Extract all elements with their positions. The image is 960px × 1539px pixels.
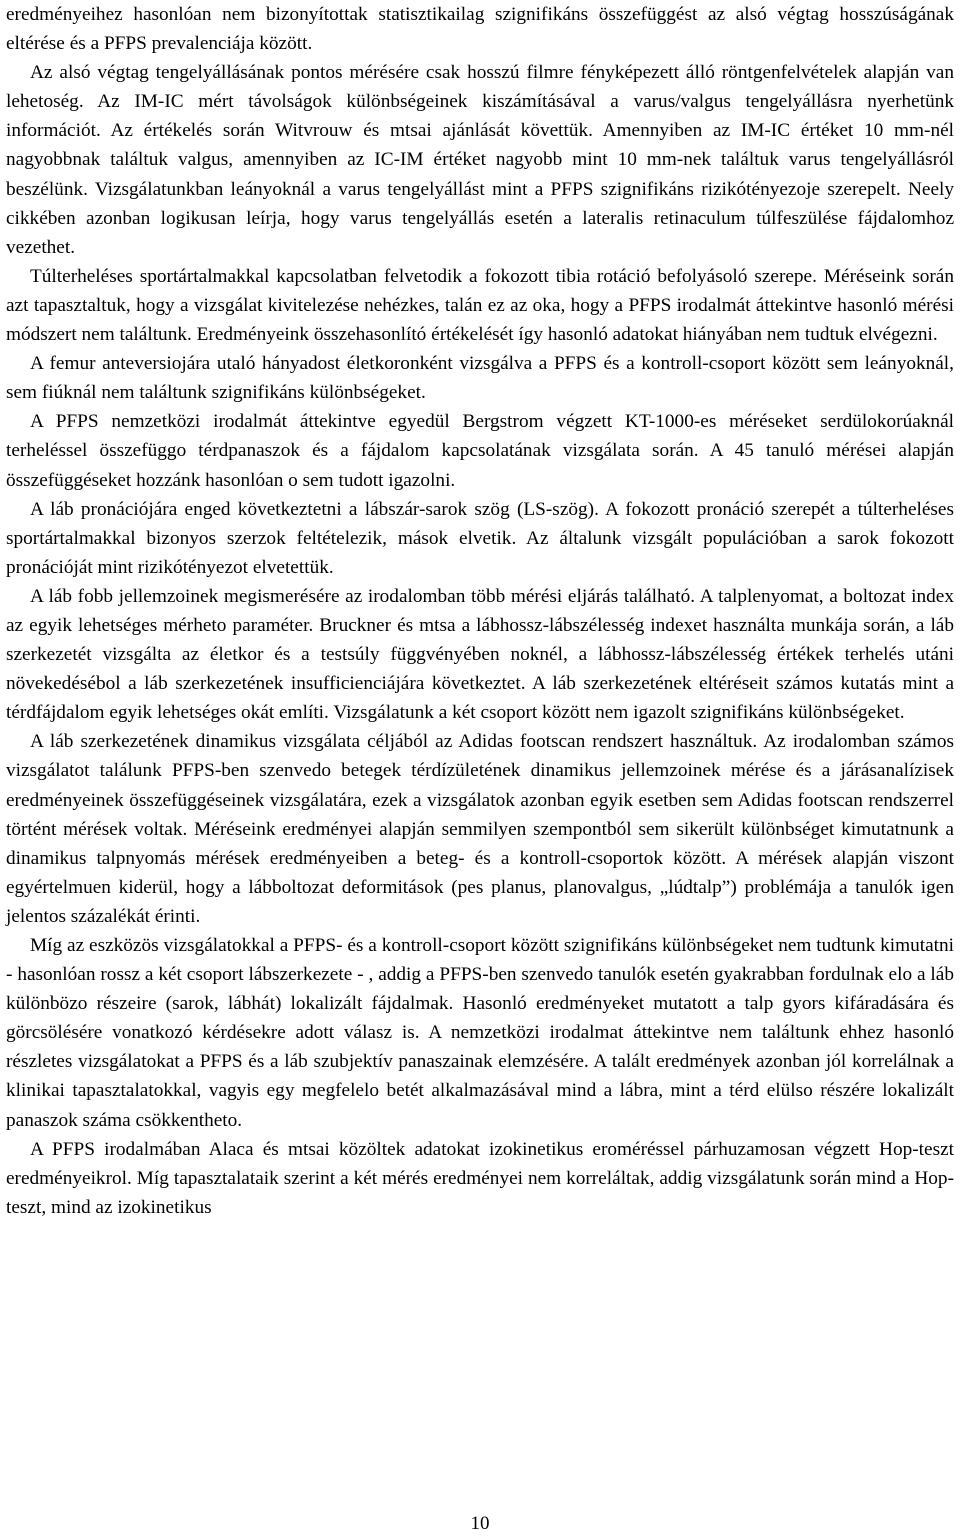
paragraph: A PFPS nemzetközi irodalmát áttekintve egyedül Bergstrom végzett KT-1000-es méréseket serdülokorúaknál terheléssel összefüggo térdpanaszok és a fájdalom kapcsolatának vizsgálata során. A 45 tanuló mérései alapján összefüggéseket hozzánk hasonlóan o sem tudott igazolni.	[6, 411, 954, 491]
paragraph: A láb pronációjára enged következtetni a lábszár-sarok szög (LS-szög). A fokozott pronáció szerepét a túlterheléses sportártalmakkal bizonyos szerzok feltételezik, mások elvetik. Az általunk vizsgált populációban a sarok fokozott pronációját mint rizikótényezot elvetettük.	[6, 498, 954, 578]
paragraph: eredményeihez hasonlóan nem bizonyítottak statisztikailag szignifikáns összefüggést az alsó végtag hosszúságának eltérése és a PFPS prevalenciája között.	[6, 4, 954, 55]
paragraph: A PFPS irodalmában Alaca és mtsai közöltek adatokat izokinetikus eroméréssel párhuzamosan végzett Hop-teszt eredményeikrol. Míg tapasztalataik szerint a két mérés eredményei nem korreláltak, addig vizsgálatunk során mind a Hop-teszt, mind az izokinetikus	[6, 1138, 954, 1218]
paragraph: A femur anteversiojára utaló hányadost életkoronként vizsgálva a PFPS és a kontroll-csoport között sem leányoknál, sem fiúknál nem találtunk szignifikáns különbségeket.	[6, 353, 954, 404]
paragraph: A láb fobb jellemzoinek megismerésére az irodalomban több mérési eljárás található. A talplenyomat, a boltozat index az egyik lehetséges mérheto paraméter. Bruckner és mtsa a lábhossz-lábszélesség indexet használta munkája során, a láb szerkezetét vizsgálta az életkor és a testsúly függvényében noknél, a lábhossz-lábszélesség értékek terhelés utáni növekedésébol a láb szerkezetének insufficienciájára következtet. A láb szerkezetének eltéréseit számos kutatás mint a térdfájdalom egyik lehetséges okát említi. Vizsgálatunk a két csoport között nem igazolt szignifikáns különbségeket.	[6, 585, 954, 724]
paragraph: Túlterheléses sportártalmakkal kapcsolatban felvetodik a fokozott tibia rotáció befolyásoló szerepe. Méréseink során azt tapasztaltuk, hogy a vizsgálat kivitelezése nehézkes, talán ez az oka, hogy a PFPS irodalmát áttekintve hasonló mérési módszert nem találtunk. Eredményeink összehasonlító értékelését így hasonló adatokat hiányában nem tudtuk elvégezni.	[6, 265, 954, 346]
paragraph: A láb szerkezetének dinamikus vizsgálata céljából az Adidas footscan rendszert használtuk. Az irodalomban számos vizsgálatot találunk PFPS-ben szenvedo betegek térdízületének dinamikus jellemzoinek mérése és a járásanalízisek eredményeinek összefüggéseinek vizsgálatára, ezek a vizsgálatok azonban egyik esetben sem Adidas footscan rendszerrel történt mérések voltak. Méréseink eredményei alapján semmilyen szempontból sem sikerült különbséget kimutatnunk a dinamikus talpnyomás mérések eredményeiben a beteg- és a kontroll-csoportok között. A mérések alapján viszont egyértelmuen kiderül, hogy a lábboltozat deformitások (pes planus, planovalgus, „lúdtalp”) problémája a tanulók igen jelentos százalékát érinti.	[6, 731, 954, 927]
paragraph: Míg az eszközös vizsgálatokkal a PFPS- és a kontroll-csoport között szignifikáns különbségeket nem tudtunk kimutatni - hasonlóan rossz a két csoport lábszerkezete - , addig a PFPS-ben szenvedo tanulók esetén gyakrabban fordulnak elo a láb különbözo részeire (sarok, lábhát) lokalizált fájdalmak. Hasonló eredményeket mutatott a talp gyors kifáradására és görcsölésére vonatkozó kérdésekre adott válasz is. A nemzetközi irodalmat áttekintve nem találtunk ehhez hasonló részletes vizsgálatokat a PFPS és a láb szubjektív panaszainak elemzésére. A talált eredmények azonban jól korrelálnak a klinikai tapasztalatokkal, vagyis egy megfelelo betét alkalmazásával mind a lábra, mint a térd elülso részére lokalizált panaszok száma csökkentheto.	[6, 935, 954, 1131]
paragraph: Az alsó végtag tengelyállásának pontos mérésére csak hosszú filmre fényképezett álló röntgenfelvételek alapján van lehetoség. Az IM-IC mért távolságok különbségeinek kiszámításával a varus/valgus tengelyállásra nyerhetünk információt. Az értékelés során Witvrouw és mtsai ajánlását követtük. Amennyiben az IM-IC értéket 10 mm-nél nagyobbnak találtuk valgus, amennyiben az IC-IM értéket nagyobb mint 10 mm-nek találtuk varus tengelyállásról beszélünk. Vizsgálatunkban leányoknál a varus tengelyállást mint a PFPS szignifikáns rizikótényezoje szerepelt. Neely cikkében azonban logikusan leírja, hogy varus tengelyállás esetén a lateralis retinaculum túlfeszülése fájdalomhoz vezethet.	[6, 62, 954, 258]
body-text	[6, 0, 954, 1222]
page-number: 10	[470, 1513, 490, 1534]
